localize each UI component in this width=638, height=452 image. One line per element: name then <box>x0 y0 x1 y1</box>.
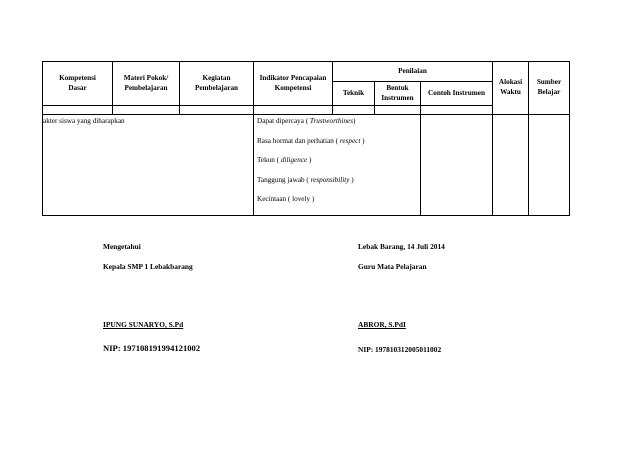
place-date: Lebak Barang, 14 Juli 2014 <box>358 242 445 251</box>
empty-cell <box>43 106 113 115</box>
indicator-item: Tekun ( diligence ) <box>257 156 312 165</box>
header-alokasi-waktu: Alokasi Waktu <box>493 62 529 115</box>
guru-name: ABROR, S.PdI <box>358 320 406 329</box>
indicator-item: Rasa hormat dan perhatian ( respect ) <box>257 136 365 145</box>
empty-cell <box>493 115 529 216</box>
empty-cell <box>180 106 254 115</box>
syllabus-table <box>42 61 570 216</box>
header-penilaian: Penilaian <box>333 62 493 82</box>
header-sumber-belajar: Sumber Belajar <box>529 62 570 115</box>
header-contoh-instrumen: Contoh Instrumen <box>421 82 493 106</box>
header-materi-pokok: Materi Pokok/ Pembelajaran <box>113 62 180 106</box>
karakter-text: akter siswa yang diharapkan <box>43 117 125 125</box>
indicator-list <box>254 115 420 215</box>
header-teknik: Teknik <box>333 82 375 106</box>
karakter-cell <box>43 115 254 216</box>
indicator-item: Tanggung jawab ( responsibility ) <box>257 175 354 184</box>
empty-cell <box>375 106 421 115</box>
empty-cell <box>113 106 180 115</box>
indikator-cell <box>254 115 421 216</box>
header-kompetensi-dasar: Kompetensi Dasar <box>43 62 113 106</box>
guru-nip: NIP: 197810312005011002 <box>358 345 442 354</box>
empty-cell <box>333 106 375 115</box>
empty-cell <box>421 106 493 115</box>
empty-cell <box>254 106 333 115</box>
header-indikator: Indikator Pencapaian Kompetensi <box>254 62 333 106</box>
kepala-sekolah-nip: NIP: 197108191994121002 <box>103 343 201 353</box>
indicator-item: Dapat dipercaya ( Trustworthines) <box>257 117 356 125</box>
header-bentuk-instrumen: Bentuk Instrumen <box>375 82 421 106</box>
guru-role: Guru Mata Pelajaran <box>358 262 427 271</box>
empty-cell <box>529 115 570 216</box>
header-kegiatan: Kegiatan Pembelajaran <box>180 62 254 106</box>
mengetahui-label: Mengetahui <box>103 242 141 251</box>
indicator-item: Kecintaan ( lovely ) <box>257 195 315 204</box>
empty-cell <box>421 115 493 216</box>
kepala-sekolah-name: IPUNG SUNARYO, S.Pd <box>103 320 184 329</box>
kepala-sekolah-role: Kepala SMP 1 Lebakbarang <box>103 262 193 271</box>
